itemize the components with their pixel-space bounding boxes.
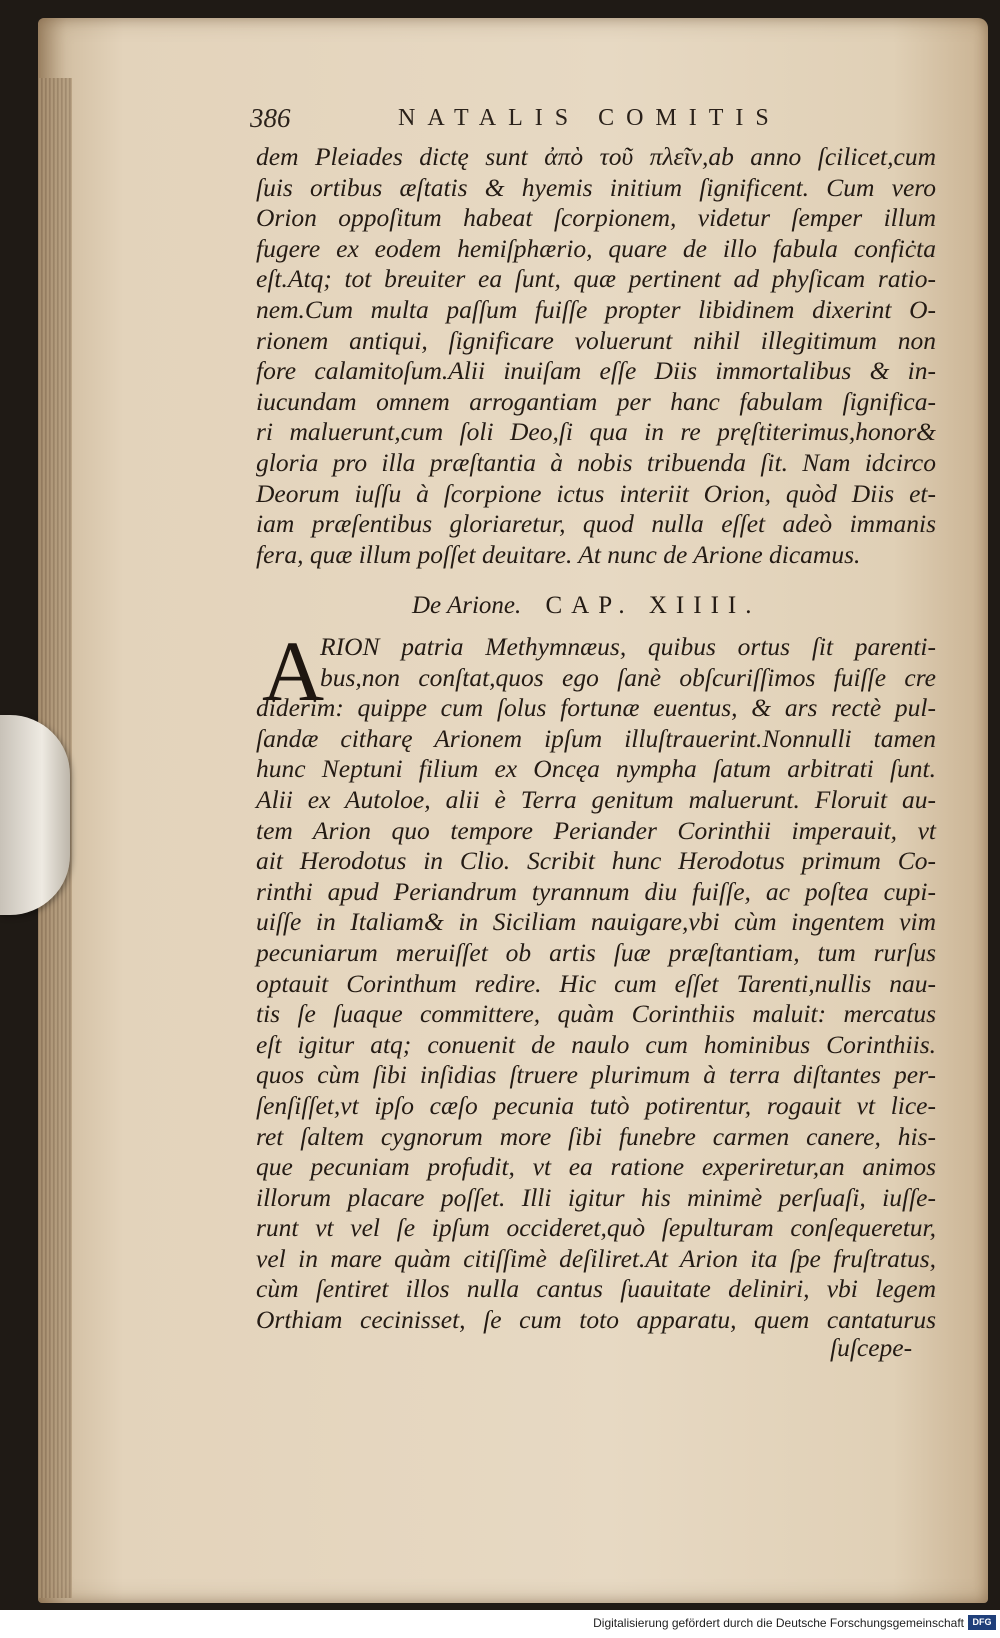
text-line: tem Arion quo tempore Periander Corinthii imperauit, vt [256,815,936,845]
text-line: eſt igitur atq; conuenit de naulo cum hominibus Corinthiis. [256,1029,936,1059]
text-line: ſenſiſſet,vt ipſo cæſo pecunia tutò potirentur, rogauit vt lice- [256,1090,936,1120]
text-line: RION patria Methymnæus, quibus ortus ſit parenti- [320,632,936,661]
text-line: ri maluerunt,cum ſoli Deo,ſi qua in re pręſtiterimus,honor& [256,417,936,447]
chapter-number: CAP. XIIII. [545,592,761,619]
text-line: fera, quæ illum poſſet deuitare. At nunc de Arione dicamus. [256,539,861,569]
chapter-text [256,632,936,1336]
text-line: pecuniarum meruiſſet ob artis ſuæ præſtantiam, tum rurſus [256,937,936,967]
text-line: tis ſe ſuaque committere, quàm Corinthiis maluit: mercatus [256,999,936,1029]
text-line: diderim: quippe cum ſolus fortunæ euentus, & ars rectè pul- [256,693,936,723]
drop-initial: A [262,623,325,719]
text-line: nem.Cum multa paſſum fuiſſe propter libidinem dixerint O- [256,294,936,324]
page-clip [0,715,70,915]
page-number: 386 [250,103,291,133]
footer-bar [0,1610,1000,1638]
text-line: fugere ex eodem hemiſphærio, quare de illo fabula confiċta [256,233,936,263]
chapter-subject: De Arione. [412,592,522,619]
text-line: ait Herodotus in Clio. Scribit hunc Herodotus primum Co- [256,846,936,876]
text-line: optauit Corinthum redire. Hic cum eſſet Tarenti,nullis nau- [256,968,936,998]
text-line: rionem antiqui, ſignificare voluerunt nihil illegitimum non [256,325,936,355]
text-line: ſandæ citharę Arionem ipſum illuſtrauerint.Nonnulli tamen [256,723,936,753]
running-title: NATALIS COMITIS [398,105,781,131]
funding-credit: Digitalisierung gefördert durch die Deutsche Forschungsgemeinschaft [593,1616,964,1630]
text-line: iam præſentibus gloriaretur, quod nulla eſſet adeò immanis [256,509,936,539]
text-line: Orion oppoſitum habeat ſcorpionem, videtur ſemper illum [256,203,936,233]
text-line: ſuis ortibus æſtatis & hyemis initium ſignificent. Cum vero [256,172,936,202]
text-line: cùm ſentiret illos nulla cantus ſuauitate deliniri, vbi legem [256,1274,936,1304]
text-line: bus,non conſtat,quos ego ſanè obſcuriſſimos fuiſſe cre [320,662,936,692]
text-line: illorum placare poſſet. Illi igitur his minimè perſuaſi, iuſſe- [256,1182,936,1212]
text-line: eſt.Atq; tot breuiter ea ſunt, quæ pertinent ad phyſicam ratio- [256,264,936,294]
running-head [250,103,950,139]
text-line: ret ſaltem cygnorum more ſibi funebre carmen canere, his- [256,1121,936,1151]
chapter-heading [412,592,760,620]
text-line: Deorum iuſſu à ſcorpione ictus interiit Orion, quòd Diis et- [256,478,936,508]
top-paragraph [256,142,936,570]
text-line: que pecuniam profudit, vt ea ratione experiretur,an animos [256,1152,936,1182]
text-line: quos cùm ſibi inſidias ſtruere plurimum à terra diſtantes per- [256,1060,936,1090]
text-line: iucundam omnem arrogantiam per hanc fabulam ſignifica- [256,386,936,416]
text-line: Orthiam cecinisset, ſe cum toto apparatu, quem cantaturus [256,1305,936,1335]
text-line: dem Pleiades dictę sunt ἀπὸ τοῦ πλεῖν,ab anno ſcilicet,cum [256,142,936,171]
text-line: gloria pro illa præſtantia à nobis tribuenda ſit. Nam idcirco [256,447,936,477]
text-line: rinthi apud Periandrum tyrannum diu fuiſſe, ac poſtea cupi- [256,876,936,906]
text-line: Alii ex Autoloe, alii è Terra genitum maluerunt. Floruit au- [256,784,936,814]
text-line: hunc Neptuni filium ex Oncęa nympha ſatum arbitrati ſunt. [256,754,936,784]
text-line: runt vt vel ſe ipſum occideret,quò ſepulturam conſequeretur, [256,1213,936,1243]
text-line: fore calamitoſum.Alii inuiſam eſſe Diis immortalibus & in- [256,356,936,386]
text-line: vel in mare quàm citiſſimè deſiliret.At Arion ita ſpe fruſtratus, [256,1243,936,1273]
text-line: uiſſe in Italiam& in Siciliam nauigare,vbi cùm ingentem vim [256,907,936,937]
dfg-logo: DFG [968,1615,996,1630]
catchword: ſuſcepe- [830,1333,913,1362]
